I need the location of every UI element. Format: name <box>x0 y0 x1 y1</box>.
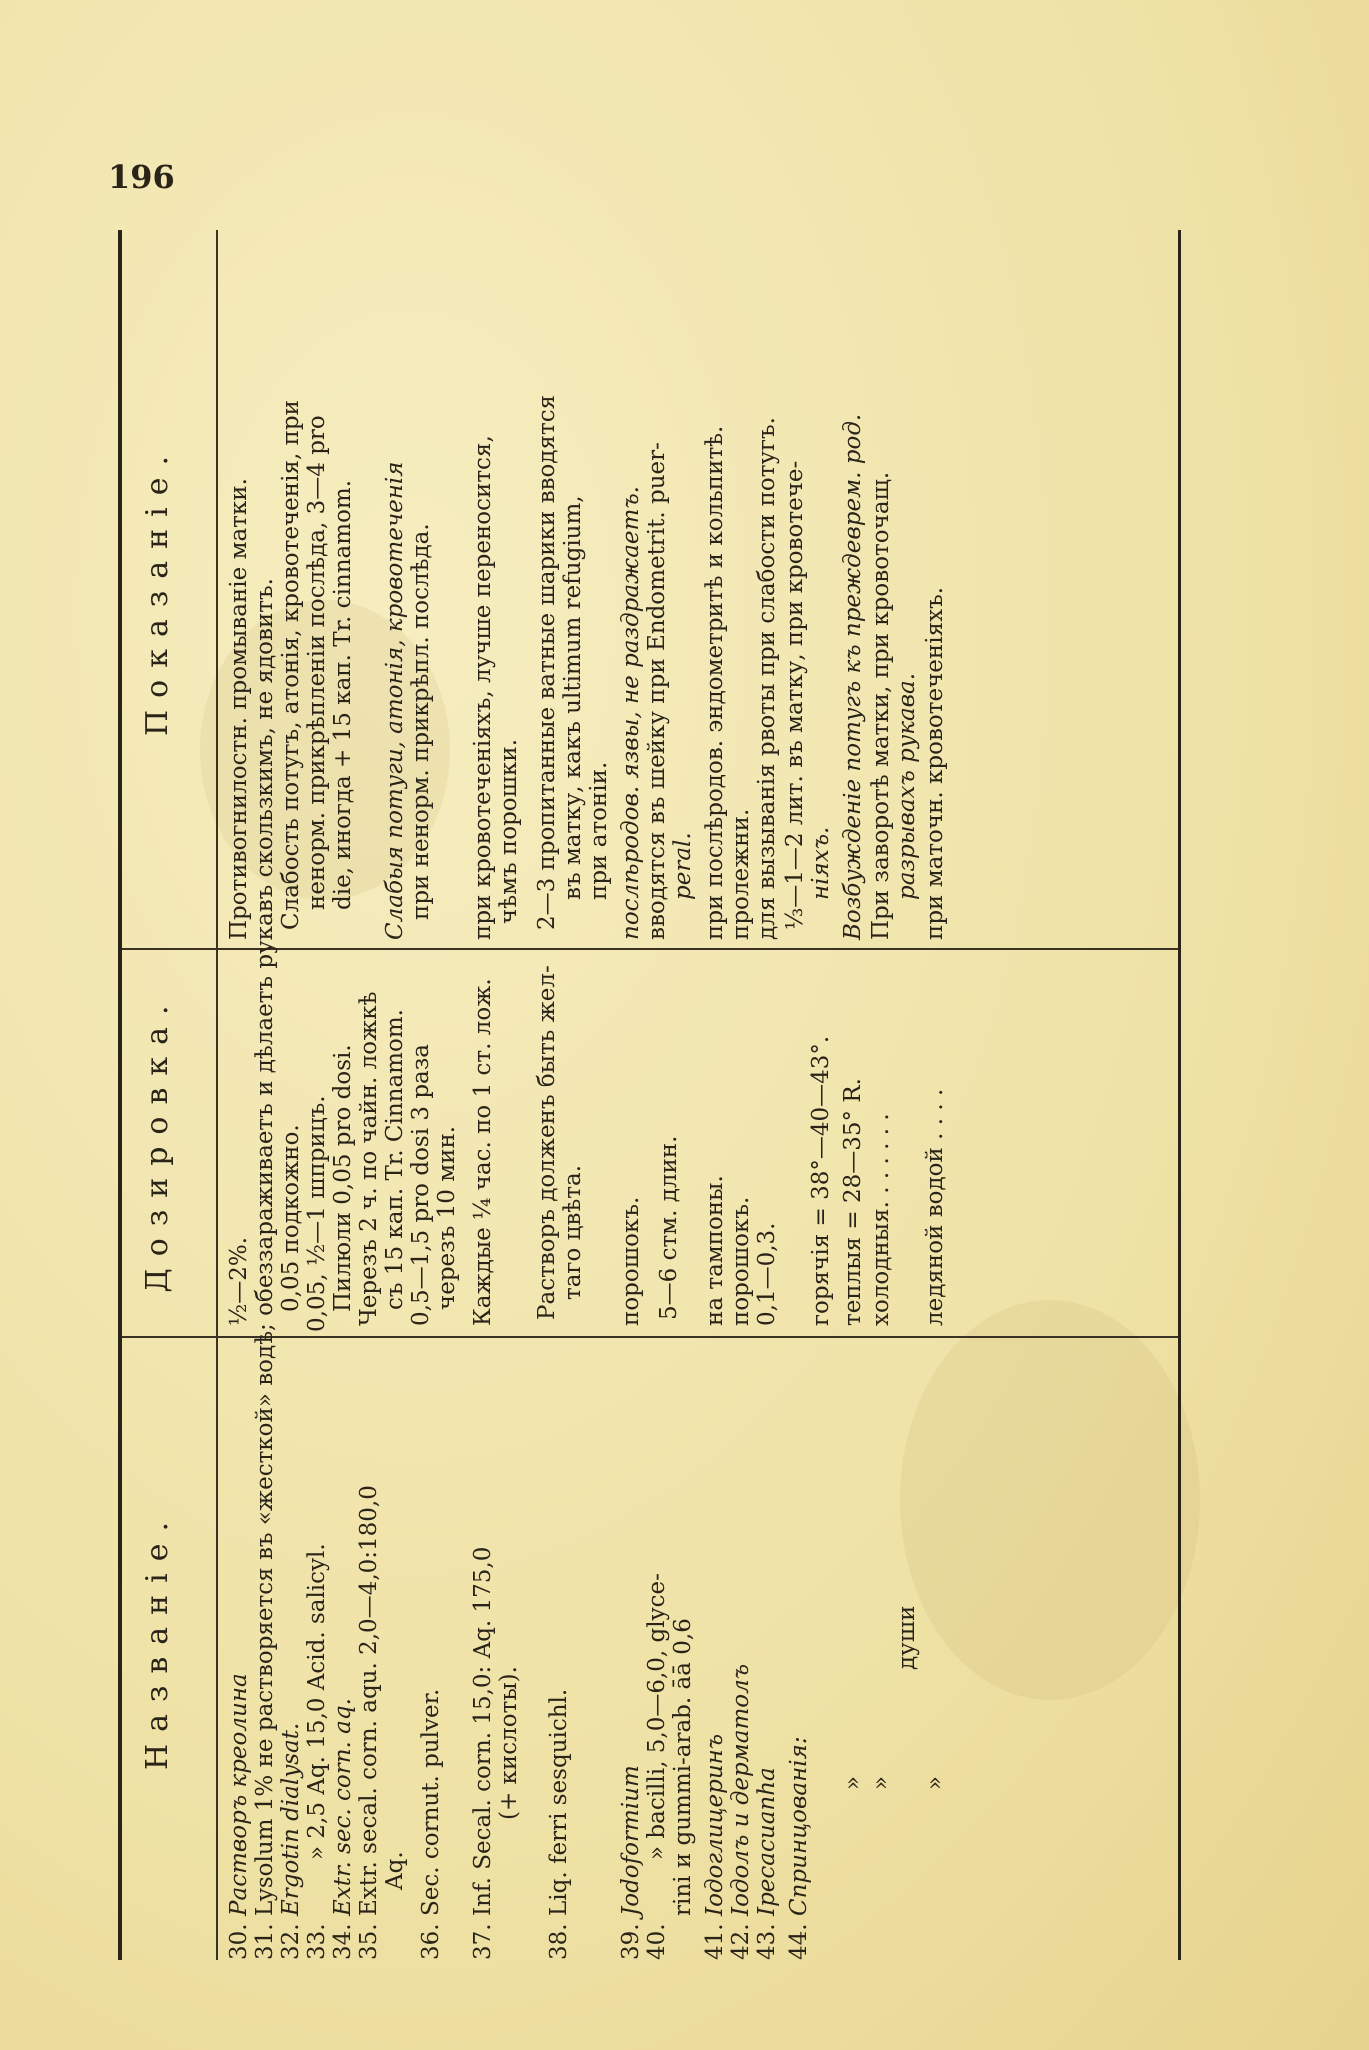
dosage: горячія = 38°—40—43°. <box>808 1035 834 1326</box>
indication-continuation: при атоніи. <box>586 761 612 900</box>
drug-name: Liq. ferri sesquichl. <box>546 1688 572 1916</box>
indication: ненорм. прикрѣпленіи послѣда, 3—4 pro <box>304 415 330 910</box>
dosage: Каждые ¼ час. по 1 ст. лож. <box>470 978 496 1326</box>
row-number: 38. <box>546 1923 572 1960</box>
drug-name: Ipecacuanha <box>754 1767 780 1916</box>
drug-name: Спринцованія: <box>786 1736 812 1916</box>
indication: Слабыя потуги, атонія, кровотеченія <box>382 461 408 940</box>
dosage: 5—6 стм. длин. <box>656 1135 682 1320</box>
row-number: 41. <box>702 1923 728 1960</box>
page-number: 196 <box>108 158 175 196</box>
drug-name: Inf. Secal. corn. 15,0: Aq. 175,0 <box>470 1546 496 1916</box>
indication: при кровотеченіяхъ, лучше переносится, <box>470 435 496 940</box>
dosage: 0,05 подкожно. <box>278 1124 304 1312</box>
dosage: теплыя = 28—35° R. <box>840 1078 866 1326</box>
drug-name: » bacilli, 5,0—6,0, glyce- <box>644 1573 670 1860</box>
drug-name: Ergotin dialysat. <box>278 1722 304 1916</box>
header-indication: Показаніе. <box>140 444 175 736</box>
dosage-continuation: таго цвѣта. <box>560 1164 586 1300</box>
drug-name: » 2,5 Aq. 15,0 Acid. salicyl. <box>304 1543 330 1860</box>
row-number: 33. <box>304 1923 330 1960</box>
drug-name: Extr. sec. corn. aq. <box>330 1698 356 1916</box>
drug-name-ditto: » <box>922 1775 948 1790</box>
indication: ⅓—1—2 лит. въ матку, при кровотече- <box>782 460 808 930</box>
row-number: 37. <box>470 1923 496 1960</box>
dosage: ½—2%. <box>226 1236 252 1326</box>
row-number: 42. <box>728 1923 754 1960</box>
row-number: 32. <box>278 1923 304 1960</box>
table-top-rule <box>118 230 122 1960</box>
row-number: 35. <box>356 1923 382 1960</box>
row-number: 43. <box>754 1923 780 1960</box>
indication: для вызыванія рвоты при слабости потугъ. <box>754 417 780 940</box>
dosage: порошокъ. <box>728 1196 754 1326</box>
dosage: 0,05, ½—1 шприцъ. <box>304 1095 330 1332</box>
column-divider <box>122 1336 1178 1338</box>
drug-name-spanning: Lysolum 1% не растворяется въ «жесткой» водѣ; обеззараживаетъ и дѣлаетъ рукавъ скользкимъ, не ядовитъ. <box>252 578 278 1916</box>
row-number: 40. <box>644 1923 670 1960</box>
indication-continuation: въ матку, какъ ultimum refugium, <box>560 495 586 900</box>
header-name: Названіе. <box>140 1509 175 1771</box>
indication: Противогнилостн. промываніе матки. <box>226 478 252 940</box>
dosage: порошокъ. <box>618 1196 644 1326</box>
indication: при маточн. кровотеченіяхъ. <box>922 586 948 940</box>
row-number: 44. <box>786 1923 812 1960</box>
dosage: 0,5—1,5 pro dosi 3 раза <box>408 1043 434 1326</box>
drug-name: Іодолъ и дерматолъ <box>728 1663 754 1916</box>
indication: вводятся въ шейку при Endometrit. puer- <box>644 442 670 940</box>
header-rule <box>216 230 218 1960</box>
column-divider <box>122 948 1178 950</box>
drug-name: Jodoformium <box>618 1765 644 1916</box>
dosage: 0,1—0,3. <box>754 1222 780 1326</box>
drug-name: Іодоглицеринъ <box>702 1733 728 1916</box>
indication: die, иногда + 15 кап. Tr. cinnamom. <box>330 479 356 910</box>
dosage-continuation: черезъ 10 мин. <box>434 1125 460 1310</box>
indication: послѣродов. язвы, не раздражаетъ. <box>618 486 644 940</box>
indication: Слабость потугъ, атонія, кровотеченія, при <box>278 400 304 930</box>
drug-name: Sec. cornut. pulver. <box>418 1688 444 1916</box>
indication: 2—3 пропитанные ватные шарики вводятся <box>534 394 560 930</box>
drug-name: души <box>894 1605 920 1670</box>
indication-continuation: peral. <box>670 832 696 900</box>
drug-name-ditto: » <box>840 1775 866 1790</box>
table-bottom-rule <box>1178 230 1181 1960</box>
dosage: на тампоны. <box>702 1175 728 1326</box>
dosage: холодныя. . . . . . . <box>868 1113 894 1326</box>
row-number: 36. <box>418 1923 444 1960</box>
dosage: ледяной водой . . . . <box>922 1088 948 1326</box>
indication-continuation: чѣмъ порошки. <box>496 738 522 924</box>
rotated-table <box>118 230 1258 1960</box>
indication: Возбужденіе потугъ къ преждеврем. род. <box>840 413 866 940</box>
drug-name-continuation: Aq. <box>382 1851 408 1890</box>
indication-continuation: ніяхъ. <box>808 826 834 900</box>
row-number: 31. <box>252 1923 278 1960</box>
drug-name-continuation: (+ кислоты). <box>496 1666 522 1820</box>
drug-name-ditto: » <box>868 1775 894 1790</box>
row-number: 39. <box>618 1923 644 1960</box>
dosage: съ 15 кап. Tr. Cinnamom. <box>382 1009 408 1310</box>
indication: При заворотѣ матки, при кровоточащ. <box>868 471 894 940</box>
indication: при ненорм. прикрѣпл. послѣда. <box>408 523 434 920</box>
header-dose: Дозировка. <box>140 993 175 1293</box>
row-number: 34. <box>330 1923 356 1960</box>
drug-name-continuation: rini и gummi-arab. āā 0,6 <box>670 1618 696 1916</box>
dosage: Черезъ 2 ч. по чайн. ложкѣ <box>356 991 382 1326</box>
dosage: Пилюли 0,05 pro dosi. <box>330 1044 356 1312</box>
row-number: 30. <box>226 1923 252 1960</box>
indication-continuation: разрывахъ рукава. <box>894 672 920 900</box>
dosage: Растворъ долженъ быть жел- <box>534 965 560 1320</box>
drug-name: Extr. secal. corn. aqu. 2,0—4,0:180,0 <box>356 1485 382 1916</box>
drug-name: Растворъ креолина <box>226 1673 252 1916</box>
indication: при послѣродов. эндометритѣ и кольпитѣ. <box>702 425 728 940</box>
indication: пролежни. <box>728 808 754 940</box>
